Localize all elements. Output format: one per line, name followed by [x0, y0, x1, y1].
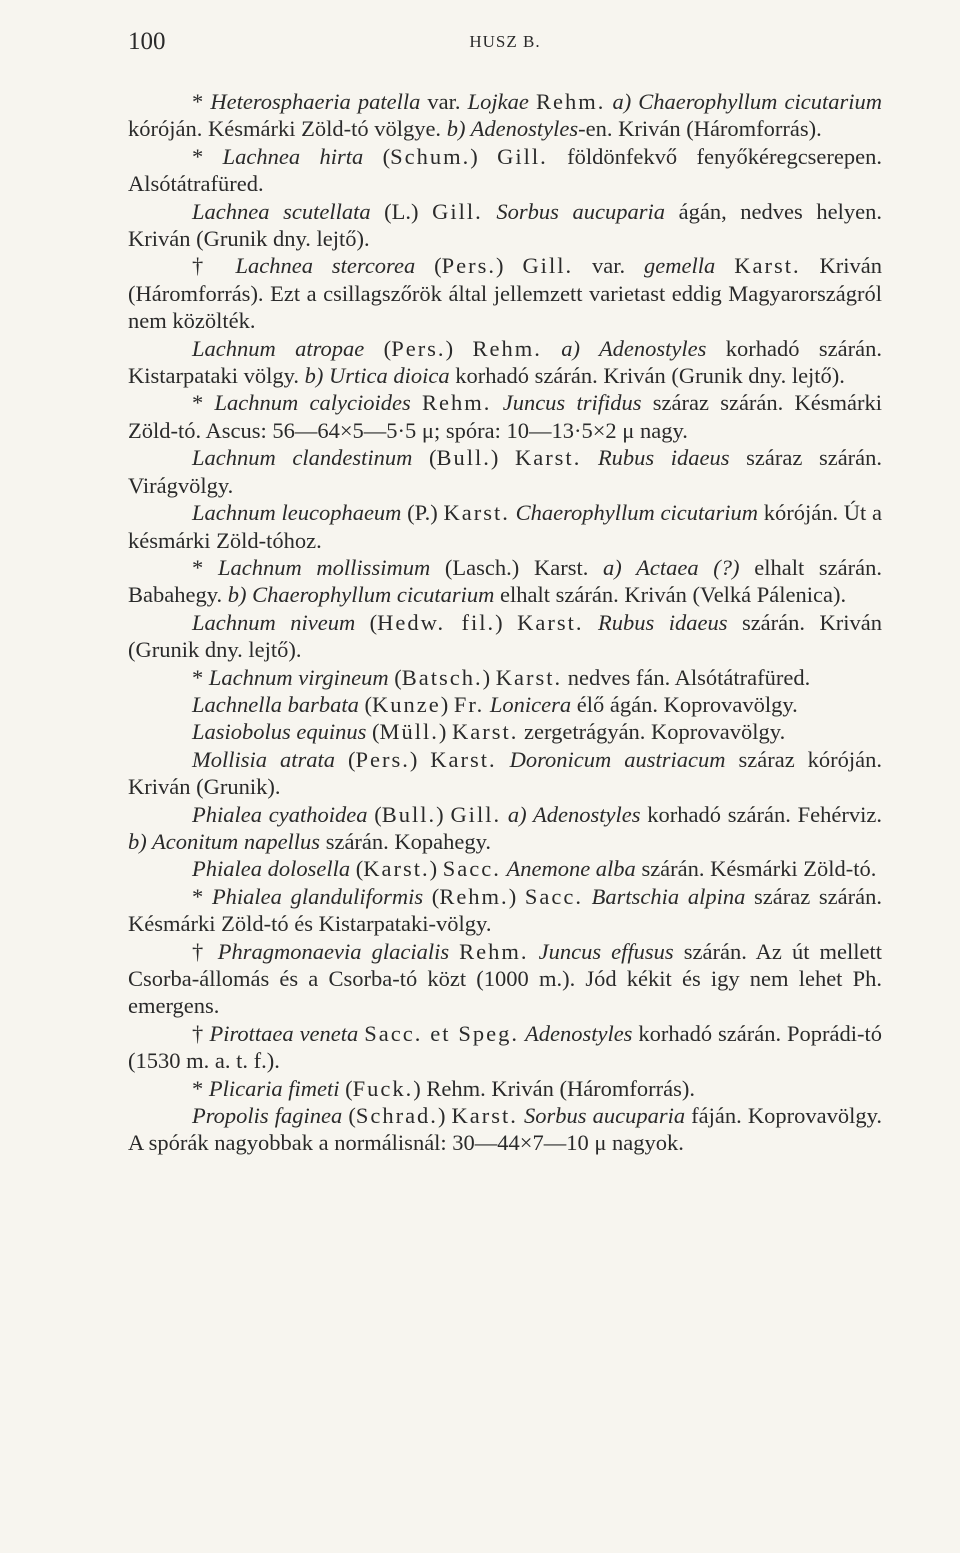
species-entry: Phialea dolosella (Karst.) Sacc. Anemone alba szárán. Késmárki Zöld-tó.	[192, 856, 877, 882]
species-entry: Phialea cyathoidea (Bull.) Gill. a) Adenostyles korhadó szárán. Fehérviz. b) Aconitum napellus szárán. Kopahegy.	[128, 801, 882, 854]
species-entry: † Lachnea stercorea (Pers.) Gill. var. gemella Karst. Kriván (Háromforrás). Ezt a csillagszőrök által jellemzett varietast eddig Magyarországról nem közölték.	[128, 253, 883, 334]
species-entry: Lachnum leucophaeum (P.) Karst. Chaerophyllum cicutarium kóróján. Út a késmárki Zöld-tóhoz.	[128, 500, 882, 553]
species-entry: * Lachnum virgineum (Batsch.) Karst. nedves fán. Alsótátrafüred.	[192, 664, 811, 690]
species-entry: Lachnum clandestinum (Bull.) Karst. Rubus idaeus száraz szárán. Virágvölgy.	[128, 445, 883, 498]
species-entry: * Heterosphaeria patella var. Lojkae Rehm. a) Chaerophyllum cicutarium kóróján. Késmárki Zöld-tó völgye. b) Adenostyles-en. Kriván (Háromforrás).	[128, 89, 882, 142]
species-entry: Propolis faginea (Schrad.) Karst. Sorbus aucuparia fáján. Koprovavölgy. A spórák nagyobbak a normálisnál: 30—44×7—10 μ nagyok.	[128, 1103, 882, 1156]
species-entry: Lachnum atropae (Pers.) Rehm. a) Adenostyles korhadó szárán. Kistarpataki völgy. b) Urtica dioica korhadó szárán. Kriván (Grunik dny. lejtő).	[128, 335, 883, 389]
species-entry: Lasiobolus equinus (Müll.) Karst. zergetrágyán. Koprovavölgy.	[192, 719, 786, 745]
species-entry: † Pirottaea veneta Sacc. et Speg. Adenostyles korhadó szárán. Poprádi-tó (1530 m. a. t. f.).	[128, 1020, 883, 1074]
species-entry: Mollisia atrata (Pers.) Karst. Doronicum austriacum száraz kóróján. Kriván (Grunik).	[128, 746, 882, 800]
species-entry: * Plicaria fimeti (Fuck.) Rehm. Kriván (Háromforrás).	[192, 1075, 696, 1101]
species-entry: † Phragmonaevia glacialis Rehm. Juncus effusus szárán. Az út mellett Csorba-állomás és a Csorba-tó közt (1000 m.). Jód kékit és igy nem lehet Ph. emergens.	[128, 938, 883, 1019]
species-list	[128, 88, 882, 1157]
species-entry: Lachnea scutellata (L.) Gill. Sorbus aucuparia ágán, nedves helyen. Kriván (Grunik dny. lejtő).	[128, 198, 882, 252]
species-entry: * Lachnum mollissimum (Lasch.) Karst. a) Actaea (?) elhalt szárán. Babahegy. b) Chaerophyllum cicutarium elhalt szárán. Kriván (Velká Pálenica).	[128, 554, 883, 608]
species-entry: * Phialea glanduliformis (Rehm.) Sacc. Bartschia alpina száraz szárán. Késmárki Zöld-tó és Kistarpataki-völgy.	[128, 883, 883, 937]
species-entry: * Lachnea hirta (Schum.) Gill. földönfekvő fenyőkéregcserepen. Alsótátrafüred.	[128, 143, 883, 197]
species-entry: Lachnum niveum (Hedw. fil.) Karst. Rubus idaeus szárán. Kriván (Grunik dny. lejtő).	[128, 609, 882, 663]
species-entry: Lachnella barbata (Kunze) Fr. Lonicera élő ágán. Koprovavölgy.	[192, 691, 798, 717]
running-head: HUSZ B.	[469, 32, 541, 51]
page-header	[128, 28, 882, 68]
species-entry: * Lachnum calycioides Rehm. Juncus trifidus száraz szárán. Késmárki Zöld-tó. Ascus: 56—64×5—5·5 μ; spóra: 10—13·5×2 μ nagy.	[128, 390, 883, 443]
page-number: 100	[128, 28, 166, 55]
